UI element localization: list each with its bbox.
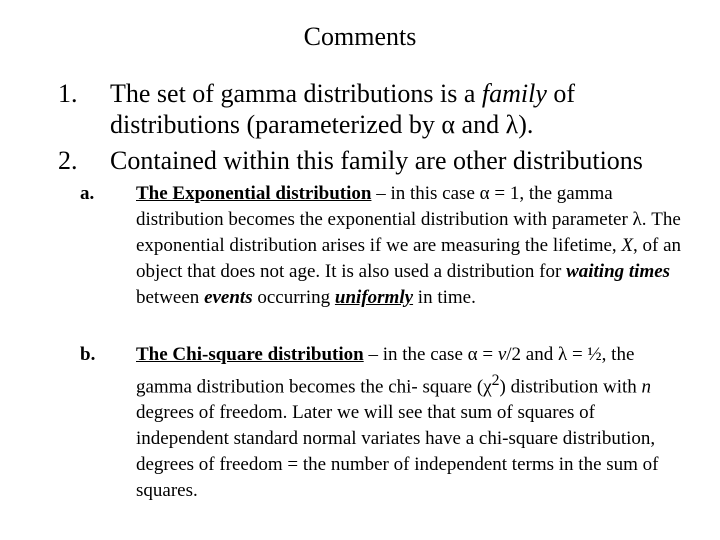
chi-square-heading: The Chi-square distribution	[136, 344, 364, 365]
list-text: The set of gamma distributions is a family of distributions (parameterized by α and λ).	[110, 79, 576, 139]
sublist-letter: b.	[80, 344, 96, 365]
alpha-symbol: α	[441, 110, 456, 139]
list-number: 2.	[58, 146, 78, 175]
sublist-letter: a.	[80, 183, 95, 204]
sublist-text: The Chi-square distribution – in the case α = ν/2 and λ = ½, the gamma distribution becomes the chi- square $(\chi^2)$ distribution with n degrees of freedom. Later we will see that sum of squares of independent standard normal variates have a chi-square distribution, degrees of freedom = the number of independent terms in the sum of squares.	[136, 344, 659, 502]
list-number: 1.	[58, 79, 78, 108]
lambda-symbol: λ	[505, 110, 519, 139]
list-item-2	[58, 145, 708, 176]
list-text: Contained within this family are other distributions	[110, 146, 643, 175]
sublist-text: The Exponential distribution – in this case α = 1, the gamma distribution becomes the exponential distribution with parameter λ. The exponential distribution arises if we are measuring the lifetime, X, of an object that does not age. It is also used a distribution for waiting times between events occurring uniformly in time.	[136, 183, 682, 308]
sublist-item-a	[80, 181, 700, 341]
page-title: Comments	[303, 22, 417, 51]
exponential-heading: The Exponential distribution	[136, 183, 372, 204]
list-item-1	[58, 78, 708, 140]
sublist-item-b	[80, 342, 700, 532]
